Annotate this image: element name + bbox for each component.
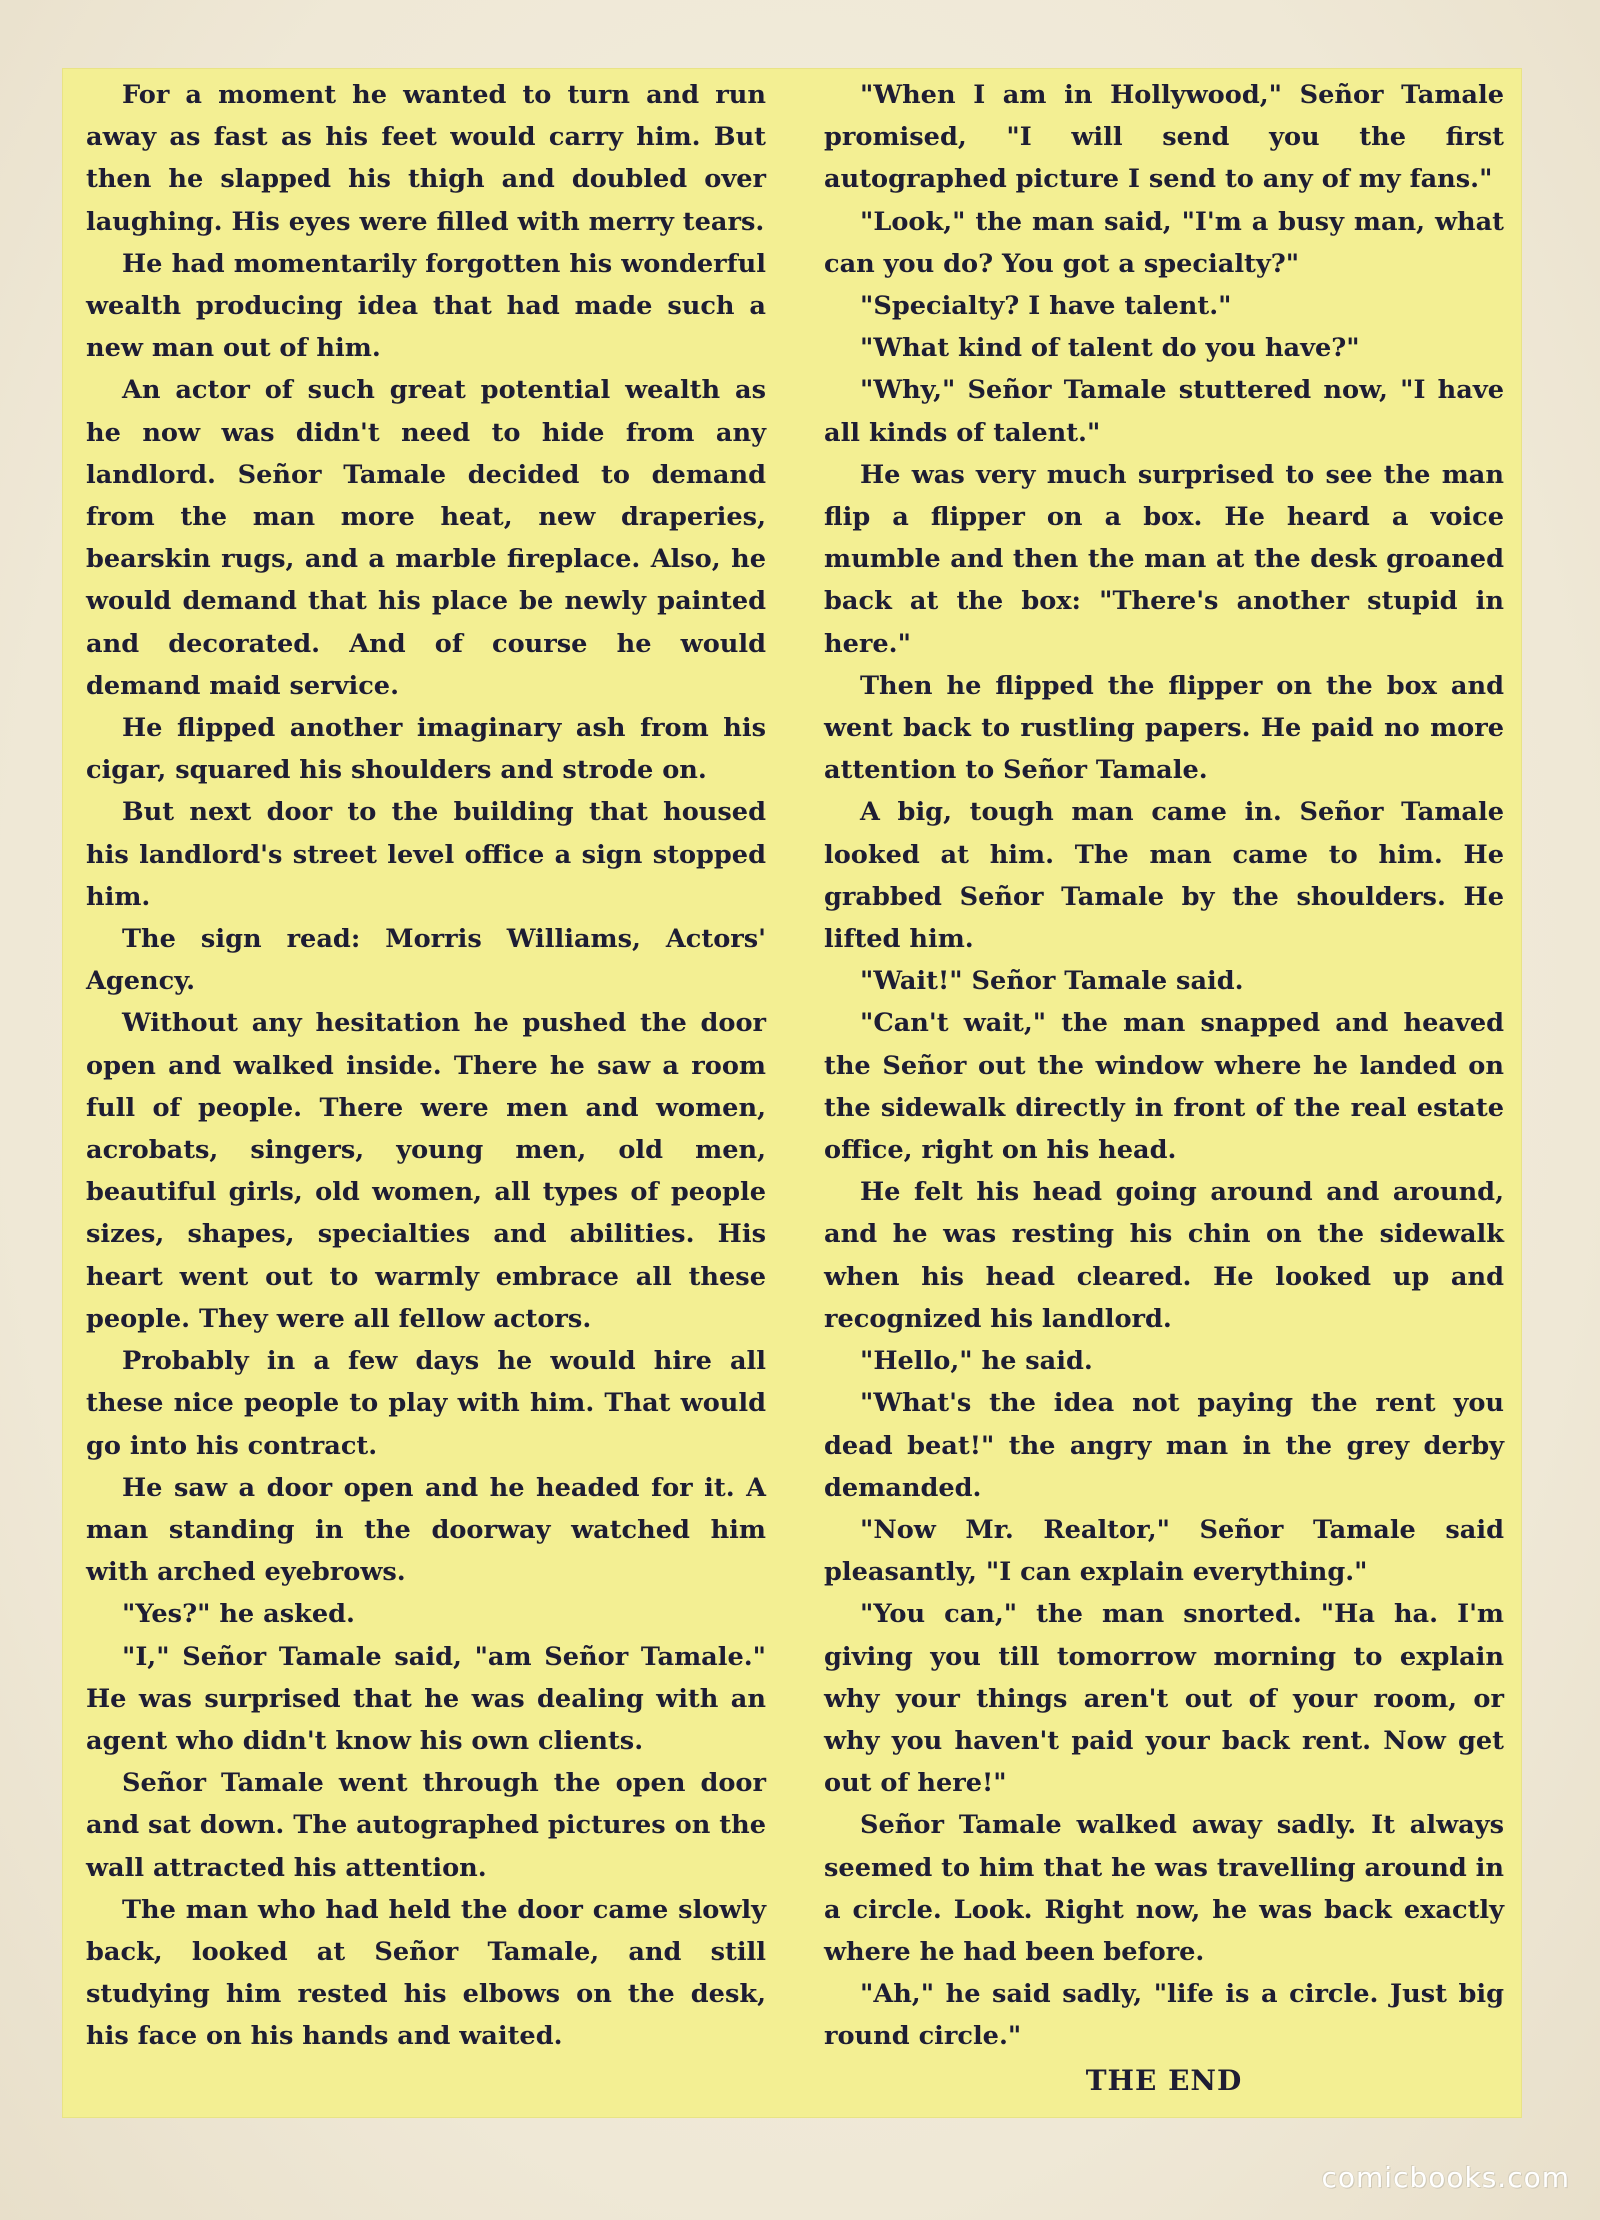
paragraph: Then he flipped the flipper on the box and went back to rustling papers. He paid no more attention to Señor Tamale. (824, 670, 1504, 786)
paragraph: "When I am in Hollywood," Señor Tamale promised, "I will send you the first autographed picture I send to any of my fans." (824, 80, 1504, 195)
right-text-column (824, 74, 1504, 2102)
paragraph: "What kind of talent do you have?" (860, 333, 1360, 364)
paragraph: "Why," Señor Tamale stuttered now, "I have all kinds of talent." (824, 375, 1504, 448)
paragraph: The man who had held the door came slowly back, looked at Señor Tamale, and still studying him rested his elbows on the desk, his face on his hands and waited. (86, 1894, 766, 2052)
paragraph: A big, tough man came in. Señor Tamale looked at him. The man came to him. He grabbed Señor Tamale by the shoulders. He lifted him. (824, 797, 1504, 955)
paragraph: An actor of such great potential wealth as he now was didn't need to hide from any landlord. Señor Tamale decided to demand from the man more heat, new draperies, bearskin rugs, and a marble fireplace. Also, he would demand that his place be newly painted and decorated. And of course he would demand maid service. (86, 375, 766, 701)
paragraph: "Can't wait," the man snapped and heaved the Señor out the window where he landed on the sidewalk directly in front of the real estate office, right on his head. (824, 1008, 1504, 1166)
paragraph: Señor Tamale went through the open door and sat down. The autographed pictures on the wall attracted his attention. (86, 1768, 766, 1883)
story-text-panel (62, 68, 1522, 2118)
paragraph: But next door to the building that housed his landlord's street level office a sign stopped him. (86, 797, 766, 912)
paragraph: "Now Mr. Realtor," Señor Tamale said pleasantly, "I can explain everything." (824, 1514, 1504, 1588)
paragraph: He had momentarily forgotten his wonderful wealth producing idea that had made such a new man out of him. (86, 248, 766, 364)
the-end-label: THE END (1085, 2063, 1243, 2097)
paragraph: "Wait!" Señor Tamale said. (860, 966, 1244, 997)
left-text-column (86, 74, 766, 2058)
paragraph: "Ah," he said sadly, "life is a circle. Just big round circle." (824, 1979, 1504, 2052)
paragraph: Probably in a few days he would hire all these nice people to play with him. That would go into his contract. (86, 1346, 766, 1461)
site-watermark: comicbooks.com (1321, 2161, 1570, 2194)
paragraph: "Yes?" he asked. (122, 1599, 355, 1630)
paragraph: He felt his head going around and around, and he was resting his chin on the sidewalk when his head cleared. He looked up and recognized his landlord. (824, 1177, 1504, 1334)
paragraph: "You can," the man snorted. "Ha ha. I'm giving you till tomorrow morning to explain why your things aren't out of your room, or why you haven't paid your back rent. Now get out of here!" (824, 1599, 1504, 1799)
paragraph: He was very much surprised to see the man flip a flipper on a box. He heard a voice mumble and then the man at the desk groaned back at the box: "There's another stupid in here." (824, 459, 1504, 659)
paragraph: For a moment he wanted to turn and run away as fast as his feet would carry him. But then he slapped his thigh and doubled over laughing. His eyes were filled with merry tears. (86, 80, 766, 237)
paragraph: "Specialty? I have talent." (860, 291, 1232, 322)
paragraph: "What's the idea not paying the rent you dead beat!" the angry man in the grey derby demanded. (824, 1388, 1504, 1503)
paragraph: Señor Tamale walked away sadly. It always seemed to him that he was travelling around in a circle. Look. Right now, he was back exactly where he had been before. (824, 1810, 1504, 1967)
paragraph: The sign read: Morris Williams, Actors' Agency. (86, 924, 766, 997)
paragraph: "Hello," he said. (860, 1346, 1093, 1377)
paragraph: "I," Señor Tamale said, "am Señor Tamale." He was surprised that he was dealing with an agent who didn't know his own clients. (86, 1641, 766, 1756)
paragraph: He saw a door open and he headed for it. A man standing in the doorway watched him with arched eyebrows. (86, 1472, 766, 1588)
paragraph: Without any hesitation he pushed the door open and walked inside. There he saw a room full of people. There were men and women, acrobats, singers, young men, old men, beautiful girls, old women, all types of people sizes, shapes, specialties and abilities. His heart went out to warmly embrace all these people. They were all fellow actors. (86, 1008, 766, 1334)
paragraph: "Look," the man said, "I'm a busy man, what can you do? You got a specialty?" (824, 206, 1504, 279)
paragraph: He flipped another imaginary ash from his cigar, squared his shoulders and strode on. (86, 713, 766, 786)
